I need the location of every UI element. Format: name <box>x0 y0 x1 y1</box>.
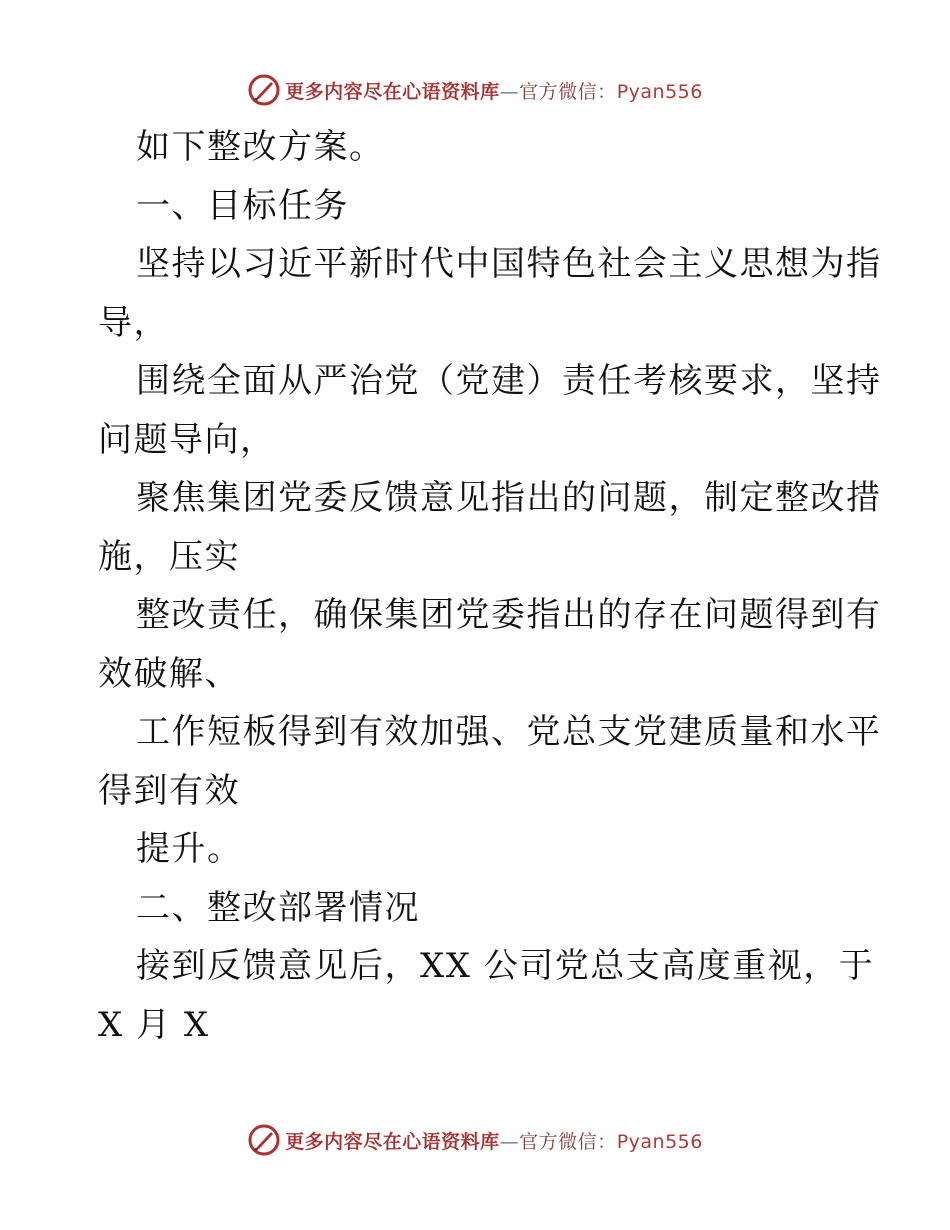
footer-banner <box>0 1120 950 1160</box>
body-line: 提升。 <box>136 829 243 869</box>
wechat-label: 官方微信： <box>519 1130 617 1153</box>
section-heading: 二、整改部署情况 <box>136 887 420 928</box>
body-line: 导， <box>98 302 169 343</box>
wechat-id: Pyan556 <box>616 80 703 103</box>
quill-logo-icon <box>247 1123 281 1157</box>
body-line: 得到有效 <box>98 770 240 811</box>
section-heading: 一、目标任务 <box>136 185 349 226</box>
library-text: 更多内容尽在心语资料库 <box>285 1130 500 1153</box>
library-text: 更多内容尽在心语资料库 <box>285 80 500 103</box>
body-line: X 月 X <box>98 1004 210 1045</box>
banner-dash: — <box>499 80 520 103</box>
banner-text <box>285 77 703 104</box>
body-line: 坚持以习近平新时代中国特色社会主义思想为指 <box>136 244 882 284</box>
banner-text <box>285 1127 703 1154</box>
body-line: 接到反馈意见后，XX 公司党总支高度重视，于 <box>136 946 875 986</box>
body-line: 问题导向， <box>98 419 276 460</box>
body-line: 整改责任，确保集团党委指出的存在问题得到有 <box>136 595 882 635</box>
banner-dash: — <box>499 1130 520 1153</box>
body-line: 施，压实 <box>98 536 240 577</box>
wechat-label: 官方微信： <box>519 80 617 103</box>
body-line: 效破解、 <box>98 653 240 694</box>
body-line: 如下整改方案。 <box>136 127 385 167</box>
wechat-id: Pyan556 <box>616 1130 703 1153</box>
header-banner <box>0 70 950 110</box>
body-line: 围绕全面从严治党（党建）责任考核要求，坚持 <box>136 361 882 401</box>
body-line: 聚焦集团党委反馈意见指出的问题，制定整改措 <box>136 478 882 518</box>
quill-logo-icon <box>247 73 281 107</box>
document-body <box>98 118 882 1054</box>
body-line: 工作短板得到有效加强、党总支党建质量和水平 <box>136 712 882 752</box>
